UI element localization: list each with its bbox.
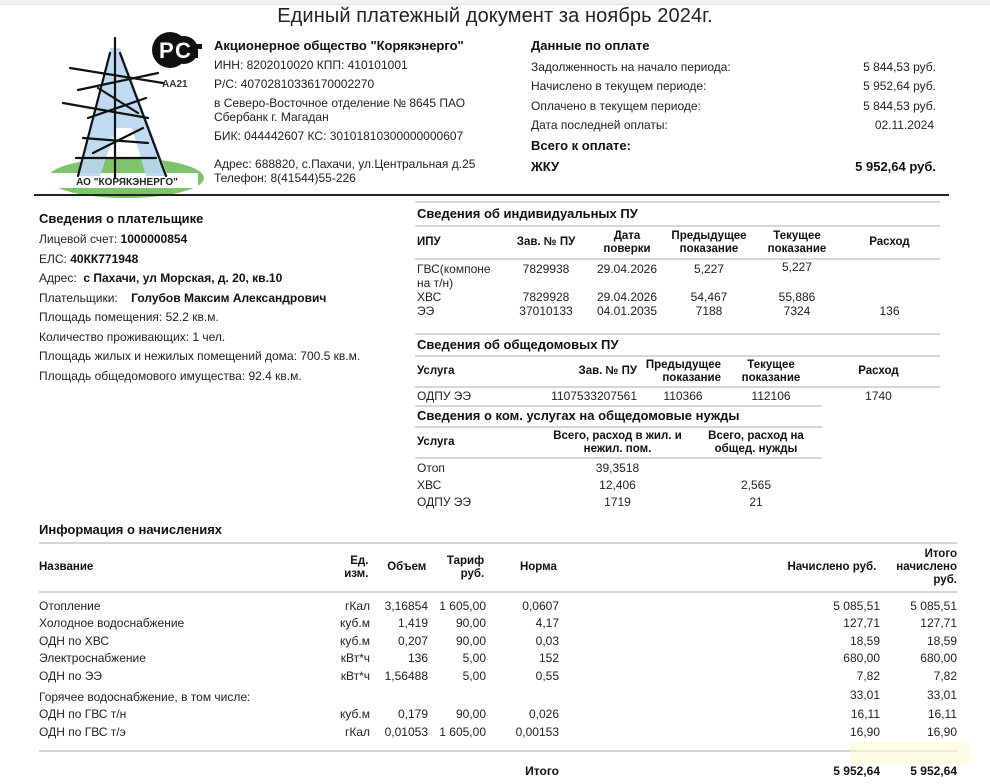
table-row — [415, 388, 940, 404]
cell: 90,00 — [455, 633, 486, 648]
cell: гКал — [344, 598, 370, 613]
payment-row-value: 5 844,53 руб. — [863, 59, 936, 74]
payer-residents: Количество проживающих: 1 чел. — [39, 329, 226, 344]
payer-area: Площадь помещения: 52.2 кв.м. — [39, 310, 219, 324]
payment-row — [531, 116, 938, 136]
cell: 29.04.2026 — [596, 262, 658, 276]
payment-summary — [531, 38, 938, 174]
table-header-row — [39, 544, 957, 591]
payer-names-value: Голубов Максим Александрович — [131, 290, 327, 305]
cell: 18,59 — [926, 633, 957, 648]
column-header: Тариф руб. — [446, 554, 485, 580]
cell: 7829928 — [522, 290, 570, 304]
individual-meters-table — [415, 227, 940, 318]
cell: куб.м — [340, 633, 370, 648]
individual-meters-section — [415, 201, 940, 318]
cell: 39,3518 — [595, 460, 640, 475]
payment-row-label: Дата последней оплаты: — [531, 118, 668, 133]
cell: Электроснабжение — [39, 651, 146, 666]
cell: 04.01.2035 — [596, 304, 658, 318]
payer-account-value: 1000000854 — [120, 232, 188, 246]
cell: 680,00 — [843, 651, 880, 666]
cell: Холодное водоснабжение — [39, 616, 185, 631]
column-header: Итого начислено руб. — [896, 548, 957, 586]
group-row — [39, 685, 957, 706]
table-row — [39, 650, 957, 668]
column-header: Ед. изм. — [344, 554, 369, 580]
payer-house-area: Площадь жилых и нежилых помещений дома: 700.5 кв.м. — [39, 349, 361, 363]
cell: 0,179 — [397, 707, 428, 722]
cell: ОДН по ХВС — [39, 633, 109, 648]
table-row — [39, 706, 957, 724]
cell: 5 085,51 — [910, 598, 957, 613]
column-header: Предыдущее показание — [671, 229, 747, 255]
payment-header: Данные по оплате — [531, 38, 650, 53]
payment-row-value: 5 844,53 руб. — [863, 98, 936, 113]
rst-certification-icon — [150, 30, 202, 70]
cell: ХВС — [417, 477, 442, 492]
payment-row-value: 02.11.2024 — [874, 118, 934, 133]
cell: 136 — [407, 651, 428, 666]
common-meters-title: Сведения об общедомовых ПУ — [417, 337, 619, 352]
total-row — [531, 159, 938, 174]
company-account: Р/С: 40702810336170002270 — [214, 77, 375, 91]
cell: 54,467 — [690, 290, 728, 304]
total-header: Всего к оплате: — [531, 138, 631, 153]
cell — [370, 758, 428, 784]
cell: 152 — [538, 651, 559, 666]
column-header: Услуга — [417, 436, 455, 448]
table-row — [39, 632, 957, 650]
table-row — [415, 260, 940, 290]
cell: 1 605,00 — [439, 598, 486, 613]
cell: 0,01053 — [384, 724, 428, 739]
column-header: Текущее показание — [741, 358, 801, 384]
cell: 5 952,64 — [833, 764, 880, 778]
company-name: Акционерное общество "Корякэнерго" — [214, 38, 464, 53]
cell: 33,01 — [926, 688, 957, 702]
cell: 37010133 — [519, 304, 573, 318]
cell: 5 952,64 — [910, 764, 957, 778]
charges-body-table — [39, 597, 957, 784]
cell: 90,00 — [455, 707, 486, 722]
payment-row-value: 5 952,64 руб. — [863, 79, 936, 94]
cell: 33,01 — [849, 688, 880, 702]
cell: 90,00 — [455, 616, 486, 631]
payer-names — [39, 291, 399, 311]
common-meters-table — [415, 357, 940, 404]
payer-common-area: Площадь общедомового имущества: 92.4 кв.м. — [39, 368, 302, 383]
company-phone: Телефон: 8(41544)55-226 — [214, 171, 356, 185]
cell: гКал — [344, 724, 370, 739]
company-bank-line1: в Северо-Восточное отделение № 8645 ПАО — [214, 96, 466, 110]
cell: куб.м — [340, 707, 370, 722]
cell: кВт*ч — [340, 668, 370, 683]
company-bik-ks: БИК: 044442607 КС: 30101810300000000607 — [214, 129, 464, 143]
cell: 18,59 — [849, 633, 880, 648]
table-row — [39, 615, 957, 633]
cell: ОДН по ГВС т/э — [39, 724, 126, 739]
charges-title: Информация о начислениях — [39, 522, 223, 537]
cell: 55,886 — [778, 290, 816, 304]
common-utilities-title: Сведения о ком. услугах на общедомовые нужды — [417, 408, 740, 423]
cell: ОДПУ ЭЭ — [417, 389, 472, 403]
payer-els-value: 40КК771948 — [70, 251, 139, 266]
payer-header: Сведения о плательщике — [39, 211, 204, 226]
cell: 0,207 — [397, 633, 428, 648]
table-row — [39, 667, 957, 685]
column-header: Расход — [869, 236, 910, 248]
svg-text:С: С — [175, 38, 191, 63]
cell: Итого — [525, 764, 559, 778]
cell: 1107533207561 — [551, 389, 637, 403]
cell: Отопление — [39, 598, 101, 613]
cell: 0,026 — [528, 707, 559, 722]
common-utilities-section — [415, 405, 822, 510]
total-value: 5 952,64 руб. — [855, 159, 936, 174]
payment-row-label: Начислено в текущем периоде: — [531, 79, 707, 94]
cell — [839, 260, 940, 290]
common-meters-section — [415, 333, 940, 404]
table-header-row — [415, 227, 940, 258]
cell: ОДПУ ЭЭ — [417, 494, 472, 509]
cell: 0,03 — [535, 633, 559, 648]
cell: куб.м — [340, 616, 370, 631]
cell: 7188 — [695, 304, 723, 318]
cell: 7324 — [783, 304, 811, 318]
cell: ОДН по ЭЭ — [39, 668, 102, 683]
cell — [690, 459, 822, 476]
cell: ГВС(компоне на т/н) — [417, 262, 491, 290]
payer-els — [39, 252, 399, 272]
cell: ХВС — [417, 290, 442, 304]
cell — [428, 685, 486, 706]
table-row — [39, 597, 957, 615]
cell — [39, 758, 322, 784]
column-header: Норма — [519, 561, 557, 573]
column-header: Начислено руб. — [787, 561, 877, 573]
cell: 127,71 — [920, 616, 957, 631]
cell: 0,0607 — [522, 598, 559, 613]
payer-address — [39, 271, 399, 291]
table-row — [415, 493, 822, 510]
cell — [428, 758, 486, 784]
cell: 136 — [879, 304, 900, 318]
payer-names-label: Плательщики: — [39, 290, 118, 305]
cell — [322, 758, 370, 784]
cell: 1740 — [865, 389, 892, 403]
column-header: Объем — [387, 561, 427, 573]
company-inn-kpp: ИНН: 8202010020 КПП: 410101001 — [214, 58, 408, 72]
cell — [486, 685, 562, 706]
company-address: Адрес: 688820, с.Пахачи, ул.Центральная д.25 — [214, 157, 476, 171]
cell: 7,82 — [856, 668, 880, 683]
table-row — [415, 290, 940, 304]
column-header: Всего, расход на общед. нужды — [708, 429, 804, 455]
company-info — [214, 38, 514, 190]
cell: 16,90 — [926, 724, 957, 739]
column-header: Название — [39, 561, 94, 573]
column-header: Предыдущее показание — [645, 358, 721, 384]
cell: 0,00153 — [515, 724, 559, 739]
document-title: Единый платежный документ за ноябрь 2024г. — [277, 5, 713, 27]
company-bank-line2: Сбербанк г. Магадан — [214, 110, 329, 124]
payment-row-label: Задолженность на начало периода: — [531, 59, 731, 74]
watermark-overlay — [850, 742, 970, 764]
cell: 1,419 — [397, 616, 428, 631]
cell — [839, 290, 940, 304]
header-divider — [34, 194, 949, 196]
svg-text:Р: Р — [159, 38, 174, 63]
column-header: Зав. № ПУ — [578, 365, 637, 377]
payer-account-label: Лицевой счет: — [39, 232, 118, 246]
individual-meters-title: Сведения об индивидуальных ПУ — [417, 206, 638, 221]
cell: 5 085,51 — [833, 598, 880, 613]
common-utilities-table — [415, 428, 822, 510]
payment-row — [531, 77, 938, 97]
payment-row — [531, 57, 938, 77]
payer-els-label: ЕЛС: — [39, 251, 67, 266]
payer-info — [39, 211, 399, 388]
cell: 3,16854 — [384, 598, 428, 613]
cell: 4,17 — [535, 616, 559, 631]
cell: Горячее водоснабжение, в том числе: — [39, 690, 251, 704]
column-header: Услуга — [417, 365, 455, 377]
cell: 110366 — [663, 389, 703, 403]
cell: 1,56488 — [384, 668, 428, 683]
cell: 5,00 — [462, 668, 486, 683]
column-header: ИПУ — [417, 236, 441, 248]
column-header: Зав. № ПУ — [516, 236, 576, 248]
cell: 1 605,00 — [439, 724, 486, 739]
cert-code: АА21 — [162, 79, 188, 90]
cell: кВт*ч — [340, 651, 370, 666]
table-row — [415, 459, 822, 476]
payment-row — [531, 96, 938, 116]
cell: ЭЭ — [417, 304, 435, 318]
column-header: Расход — [858, 365, 899, 377]
total-label: ЖКУ — [531, 159, 560, 174]
cell: 680,00 — [920, 651, 957, 666]
cell: Отоп — [417, 460, 445, 475]
payer-address-value: с Пахачи, ул Морская, д. 20, кв.10 — [83, 271, 283, 285]
cell: 21 — [749, 494, 763, 509]
table-header-row — [415, 357, 940, 386]
cell: 16,11 — [927, 707, 957, 722]
cell: 0,55 — [535, 668, 559, 683]
cell — [322, 685, 370, 706]
cell: 16,90 — [849, 724, 880, 739]
logo-caption: АО "КОРЯКЭНЕРГО" — [76, 177, 178, 188]
column-header: Текущее показание — [767, 229, 827, 255]
charges-table — [39, 544, 957, 597]
cell: 7829938 — [522, 262, 570, 276]
cell: 12,406 — [599, 477, 636, 492]
charges-section — [39, 522, 957, 784]
cell: 7,82 — [933, 668, 957, 683]
cell: 112106 — [751, 389, 791, 403]
cell: 127,71 — [843, 616, 880, 631]
table-row — [415, 304, 940, 318]
payment-row-label: Оплачено в текущем периоде: — [531, 98, 701, 113]
table-row — [415, 476, 822, 493]
cell: 2,565 — [740, 477, 772, 492]
cell: 16,11 — [850, 707, 880, 722]
cell: 5,00 — [462, 651, 486, 666]
column-header: Всего, расход в жил. и нежил. пом. — [553, 429, 682, 455]
cell — [370, 685, 428, 706]
table-header-row — [415, 428, 822, 457]
cell: 5,227 — [693, 262, 725, 276]
payer-address-label: Адрес: — [39, 271, 77, 285]
table-row — [39, 723, 957, 741]
payer-account — [39, 232, 399, 252]
cell: 29.04.2026 — [596, 290, 658, 304]
total-row — [39, 758, 957, 784]
cell: 1719 — [604, 494, 631, 509]
cell: ОДН по ГВС т/н — [39, 707, 127, 722]
column-header: Дата поверки — [603, 229, 651, 255]
cell: 5,227 — [781, 260, 813, 274]
